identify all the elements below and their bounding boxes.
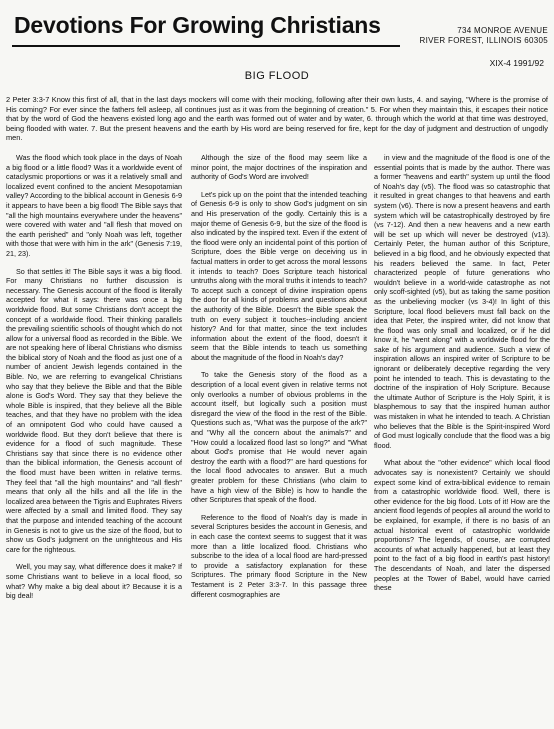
masthead [0,0,554,56]
masthead-address [392,26,548,46]
paragraph: To take the Genesis story of the flood as a description of a local event given in relative terms not only overlooks a number of obvious problems in the account itself, but logically such a position must disregard the view of the flood in the rest of the Bible. Questions such as, "What was the purpose of the ark?" and "Why all the concern about the animals?" and "How could a localized flood last so long?" and "What about God's promise that He would never again destroy the earth with a flood?" are hard questions for the local flood advocates to answer. But a much greater problem for these Christians (who claim to have a high view of the Bible) is how to handle the other Scriptures that speak of the flood. [191,370,367,505]
paragraph: Let's pick up on the point that the intended teaching of Genesis 6-9 is only to show God's judgment on sin and His preservation of the godly. Certainly this is a major theme of Genesis 6-9, but the size of the flood is also indicated by the inspired text. Even if the extent of the flood were only an incidental point of this portion of Scripture, does the Bible verge on deceiving us in factual matters in order to get across the moral lessons it intends to teach? Does Scripture teach historical untruths along with the moral truths it intends to teach? To accept such a concept of divine inspiration opens the door for all kinds of problems and questions about the authority of the Bible. Doesn't the Bible speak the truth on every subject it touches--including ancient history? And for that matter, since the text includes information about the extent of the flood, doesn't it seem that the Bible intends to teach us something about the magnitude of the flood in Noah's day? [191,189,367,362]
address-line-1: 734 MONROE AVENUE [457,26,548,35]
article-heading: BIG FLOOD [244,70,310,82]
paragraph: Was the flood which took place in the days of Noah a big flood or a little flood? Was it a worldwide event of cataclysmic proportions or was it a relatively small and localized event confined to the ancient Mesopotamian valley? According to the biblical account in Genesis 6-9 it appears to have been a big flood! The Bible says that "all the high mountains everywhere under the heavens" were covered with water and "all flesh that moved on the earth perished" and "only Noah was left, together with those that were with him in the ark" (Genesis 7:19, 21, 23). [6,153,182,258]
scripture-passage: 2 Peter 3:3-7 Know this first of all, that in the last days mockers will come with their mocking, following after their own lusts, 4. and saying, "Where is the promise of His coming? For ever since the fathers fell asleep, all continues just as it was from the beginning of creation." 5. For when they maintain this, it escapes their notice that by the word of God the heavens existed long ago and the earth was formed out of water and by water, 6. through which the world at that time was destroyed, being flooded with water. 7. But the present heavens and the earth by His word are being reserved for fire, kept for the day of judgment and destruction of ungodly men. [6,95,548,143]
paragraph: So that settles it! The Bible says it was a big flood. For many Christians no further discussion is necessary. The Genesis account of the flood is literally accepted for what it says: there was once a big worldwide flood. But some Christians don't accept the concept of a worldwide flood. Their thinking parallels the prevailing scientific schools of thought which do not allow for a universal flood as recorded in the Bible. We are not speaking here of liberal Christians who dismiss the biblical story of Noah and the flood as just one of a number of ancient Jewish legends contained in the Bible. No, we are referring to evangelical Christians who say that they believe the Bible and that the Bible alone is God's Word. They say that they believe the whole Bible is inspired, that they believe all the Bible teaches, and that they have no problem with the idea of an omnipotent God who could have caused a worldwide flood. But they don't believe that there is evidence for a flood of such magnitude. These Christians say that since there is no evidence other than the biblical information, the Genesis account of the flood must have been written in relative terms. They feel that "all the high mountains" and "all flesh" means that only all the hills and all the life in the localized area between the Tigris and Euphrates Rivers were affected by a small and limited flood. They say that the purpose and intended teaching of the account in Genesis is not to give us the size of the flood, but to show us God's judgment on the unrighteous and His care for the righteous. [6,266,182,554]
paragraph: What about the "other evidence" which local flood advocates say is nonexistent? Certainly we should expect some kind of extra-biblical evidence to remain from a catastrophic worldwide flood. Well, there is other evidence for the big flood. Lots of it! How are the ancient flood legends of peoples all around the world to be explained, for example, if there is no basis of an actual historical event of catastrophic worldwide proportions? The legends, of course, are corrupted accounts of what actually happened, but at least they point to the fact of a big flood in earth's past history! The descendants of Noah, and later the dispersed peoples at the Tower of Babel, would have carried these [374,458,550,593]
paragraph: Well, you may say, what difference does it make? If some Christians want to believe in a local flood, so what? Why make a big deal about it? Because it is a big deal! [6,562,182,601]
issue-number: XIX-4 1991/92 [489,58,544,68]
masthead-title: Devotions For Growing Christians [14,12,381,38]
paragraph: Reference to the flood of Noah's day is made in several Scriptures besides the account in Genesis, and in each case the context seems to suggest that it was more than a little localized flood. Christians who subscribe to the idea of a local flood are hard-pressed to provide a satisfactory explanation for these Scriptures. The primary flood Scripture in the New Testament is 2 Peter 3:3-7. In this passage three different cosmographies are [191,512,367,599]
column-1 [6,153,182,727]
paragraph: Although the size of the flood may seem like a minor point, the major doctrines of the inspiration and authority of God's Word are involved! [191,153,367,182]
paragraph: in view and the magnitude of the flood is one of the essential points that is made by the author. There was a former "heavens and earth" system up until the flood of Noah's day (v5). The flood was so catastrophic that it resulted in great changes to that heavens and earth system (v6). There is now a present heavens and earth system which will be catastrophically destroyed by fire (vs 7-12). And then a new heavens and a new earth will be set up which will never be destroyed (v13). Certainly Peter, the human author of this Scripture, believed in a big flood, and he obviously expected that his readers believed the same. In fact, Peter characterized people of future generations who wouldn't believe in a world-wide catastrophe as not only scoff-sighted (v5), but as taking the same position as the unbelieving mocker (vs 3-4)! In light of this Scripture, local flood believers must fall back on the idea that Peter, the inspired writer, did not know that the flood was only small and localized, or if he did know it, he "went along" with a worldwide flood for the sake of his argument and audience. Such a view of inspiration allows an inspired writer of Scripture to be ignorant or deliberately deceptive regarding the very point he intended to teach. This is devastating to the doctrine of the inspiration of Holy Scripture. Because the ultimate Author of Scripture is the Holy Spirit, it is blasphemous to say that the inspired human author was mistaken in what he intended to teach. A Christian who believes that the Bible is the Spirit-inspired Word of God must logically conclude that the flood was a big flood. [374,153,550,450]
masthead-rule [12,45,400,47]
address-line-2: RIVER FOREST, ILLINOIS 60305 [419,36,548,45]
column-3 [374,153,550,727]
column-2 [191,153,367,727]
